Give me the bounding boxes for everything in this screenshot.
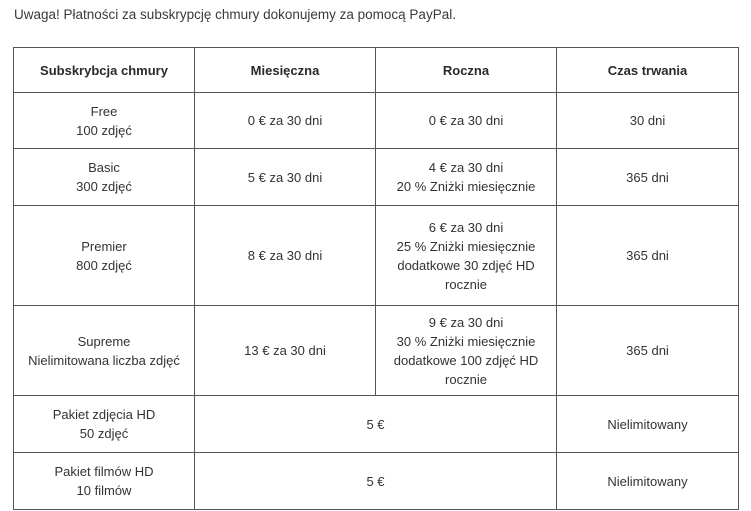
table-row-supreme	[14, 306, 739, 396]
header-duration: Czas trwania	[557, 48, 739, 93]
header-monthly: Miesięczna	[195, 48, 376, 93]
yearly-price-cell	[376, 93, 557, 149]
plan-detail: Nielimitowana liczba zdjęć	[28, 352, 180, 368]
yearly-line: 30 % Zniżki miesięcznie	[396, 333, 536, 349]
plan-name: Pakiet zdjęcia HD	[52, 407, 156, 422]
package-price: 5 €	[195, 453, 557, 510]
plan-detail: 10 filmów	[76, 483, 132, 498]
yearly-line: 9 € za 30 dni	[428, 314, 504, 330]
yearly-line: 0 € za 30 dni	[428, 113, 504, 128]
plan-name: Premier	[81, 238, 127, 254]
duration: Nielimitowany	[557, 396, 739, 453]
monthly-price: 13 € za 30 dni	[195, 306, 376, 396]
duration: Nielimitowany	[557, 453, 739, 510]
duration: 30 dni	[557, 93, 739, 149]
header-subscription: Subskrybcja chmury	[14, 48, 195, 93]
plan-detail: 800 zdjęć	[76, 257, 132, 273]
plan-cell	[14, 396, 195, 453]
plan-cell	[14, 149, 195, 206]
header-yearly: Roczna	[376, 48, 557, 93]
yearly-line: dodatkowe 100 zdjęć HD	[393, 352, 539, 368]
yearly-line: 6 € za 30 dni	[428, 219, 504, 235]
table-row-premier	[14, 206, 739, 306]
plan-cell	[14, 306, 195, 396]
table-row-hd-photos-package	[14, 396, 739, 453]
plan-detail: 50 zdjęć	[79, 426, 129, 441]
package-price: 5 €	[195, 396, 557, 453]
duration: 365 dni	[557, 206, 739, 306]
yearly-price-cell	[376, 206, 557, 306]
plan-detail: 100 zdjęć	[76, 122, 132, 138]
yearly-line: dodatkowe 30 zdjęć HD	[397, 257, 535, 273]
monthly-price: 8 € za 30 dni	[195, 206, 376, 306]
yearly-line: rocznie	[445, 371, 487, 387]
duration: 365 dni	[557, 149, 739, 206]
table-row-free	[14, 93, 739, 149]
plan-name: Free	[90, 103, 118, 119]
yearly-line: 20 % Zniżki miesięcznie	[396, 179, 536, 194]
duration: 365 dni	[557, 306, 739, 396]
plan-name: Supreme	[77, 333, 131, 349]
plan-cell	[14, 453, 195, 510]
plan-cell	[14, 93, 195, 149]
monthly-price: 0 € za 30 dni	[195, 93, 376, 149]
table-row-hd-films-package	[14, 453, 739, 510]
yearly-line: rocznie	[445, 276, 487, 292]
table-row-basic	[14, 149, 739, 206]
subscription-pricing-table	[13, 47, 739, 510]
yearly-line: 25 % Zniżki miesięcznie	[396, 238, 536, 254]
table-header-row	[14, 48, 739, 93]
monthly-price: 5 € za 30 dni	[195, 149, 376, 206]
plan-detail: 300 zdjęć	[76, 179, 132, 194]
yearly-price-cell	[376, 306, 557, 396]
yearly-line: 4 € za 30 dni	[428, 160, 504, 175]
paypal-notice: Uwaga! Płatności za subskrypcję chmury dokonujemy za pomocą PayPal.	[14, 7, 456, 22]
plan-name: Pakiet filmów HD	[54, 464, 154, 479]
plan-name: Basic	[88, 160, 120, 175]
plan-cell	[14, 206, 195, 306]
yearly-price-cell	[376, 149, 557, 206]
